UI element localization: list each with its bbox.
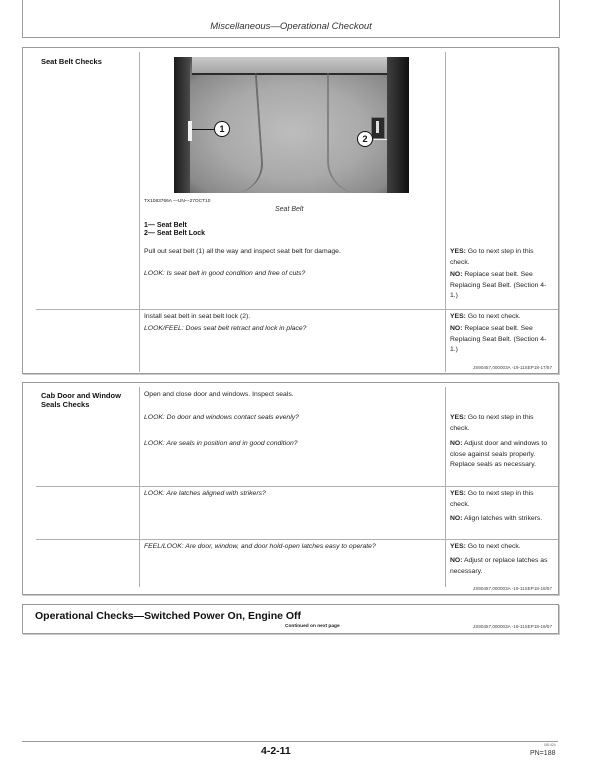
no-result xyxy=(450,514,550,525)
callout-arrow xyxy=(374,139,387,140)
yes-text: Go to next step in this check. xyxy=(450,490,534,508)
yes-label: YES: xyxy=(450,248,466,255)
no-text: Replace seat belt. See Replacing Seat Belt. (Section 4-1.) xyxy=(450,325,547,353)
yes-text: Go to next step in this check. xyxy=(450,248,534,266)
instruction-text: Install seat belt in seat belt lock (2). xyxy=(144,313,251,320)
look-question: LOOK: Is seat belt in good condition and free of cuts? xyxy=(144,270,306,277)
cab-door-checks-block xyxy=(22,382,559,595)
page-number: 4-2-11 xyxy=(261,745,291,757)
page-header-title: Miscellaneous—Operational Checkout xyxy=(210,21,372,32)
look-question: LOOK: Do door and windows contact seals evenly? xyxy=(144,414,299,421)
instruction-text: Open and close door and windows. Inspect seals. xyxy=(144,391,294,398)
section-title: Cab Door and Window Seals Checks xyxy=(41,391,121,409)
column-divider xyxy=(139,387,140,587)
no-result xyxy=(450,324,550,356)
no-result xyxy=(450,556,550,577)
no-result xyxy=(450,270,550,302)
no-result xyxy=(450,439,550,471)
seat-seam xyxy=(327,73,359,193)
footer-small-code: 081424 xyxy=(544,743,556,747)
instruction-text: Pull out seat belt (1) all the way and inspect seat belt for damage. xyxy=(144,248,341,255)
reference-code: JS90457,000003A -19-11SEP18-17/57 xyxy=(472,365,552,370)
seat-belt-lock xyxy=(371,117,385,139)
callout-arrow xyxy=(192,129,214,130)
section-heading: Operational Checks—Switched Power On, Engine Off xyxy=(35,610,302,622)
row-divider xyxy=(36,539,558,540)
column-divider xyxy=(445,52,446,372)
seat-belt-photo xyxy=(174,57,409,193)
look-question: LOOK: Are seals in position and in good condition? xyxy=(144,440,298,447)
no-label: NO: xyxy=(450,557,463,564)
seat-belt-strap xyxy=(188,121,192,141)
yes-result xyxy=(450,312,550,323)
callout-2: 2 xyxy=(357,131,373,147)
yes-result xyxy=(450,413,550,434)
column-divider xyxy=(139,52,140,372)
row-divider xyxy=(36,309,558,310)
yes-label: YES: xyxy=(450,414,466,421)
look-question: LOOK: Are latches aligned with strikers? xyxy=(144,490,266,497)
yes-text: Go to next check. xyxy=(465,543,521,550)
seat-seam xyxy=(225,73,265,193)
pn-number: PN=188 xyxy=(530,750,556,757)
seat-back xyxy=(192,57,391,75)
footer-divider xyxy=(22,741,558,742)
continued-note: Continued on next page xyxy=(285,624,340,629)
reference-code: JS90457,000003A -19-11SEP18-18/57 xyxy=(472,586,552,591)
page-header xyxy=(22,0,560,38)
no-text: Replace seat belt. See Replacing Seat Belt. (Section 4-1.) xyxy=(450,271,547,299)
look-feel-question: LOOK/FEEL: Does seat belt retract and lock in place? xyxy=(144,325,307,332)
yes-text: Go to next check. xyxy=(465,313,521,320)
seat-right-side xyxy=(387,57,409,193)
no-text: Align latches with strikers. xyxy=(462,515,543,522)
figure-legend-1: 1— Seat Belt xyxy=(144,222,187,229)
yes-label: YES: xyxy=(450,490,466,497)
yes-label: YES: xyxy=(450,313,466,320)
operational-checks-block xyxy=(22,604,559,634)
yes-label: YES: xyxy=(450,543,466,550)
no-text: Adjust door and windows to close against seals properly. Replace seals as necessary. xyxy=(450,440,548,468)
yes-result xyxy=(450,542,550,553)
figure-caption: Seat Belt xyxy=(275,206,304,213)
no-text: Adjust or replace latches as necessary. xyxy=(450,557,548,575)
row-divider xyxy=(36,486,558,487)
yes-text: Go to next step in this check. xyxy=(450,414,534,432)
no-label: NO: xyxy=(450,440,463,447)
callout-1: 1 xyxy=(214,121,230,137)
figure-code: TX1083766A —UN—27OCT10 xyxy=(144,199,211,204)
reference-code: JS90457,000003A -19-11SEP18-19/57 xyxy=(472,624,552,629)
feel-look-question: FEEL/LOOK: Are door, window, and door hold-open latches easy to operate? xyxy=(144,543,376,550)
no-label: NO: xyxy=(450,325,463,332)
no-label: NO: xyxy=(450,271,463,278)
no-label: NO: xyxy=(450,515,463,522)
yes-result xyxy=(450,489,550,510)
section-title: Seat Belt Checks xyxy=(41,57,102,66)
figure-legend-2: 2— Seat Belt Lock xyxy=(144,230,206,237)
yes-result xyxy=(450,247,550,268)
column-divider xyxy=(445,387,446,587)
